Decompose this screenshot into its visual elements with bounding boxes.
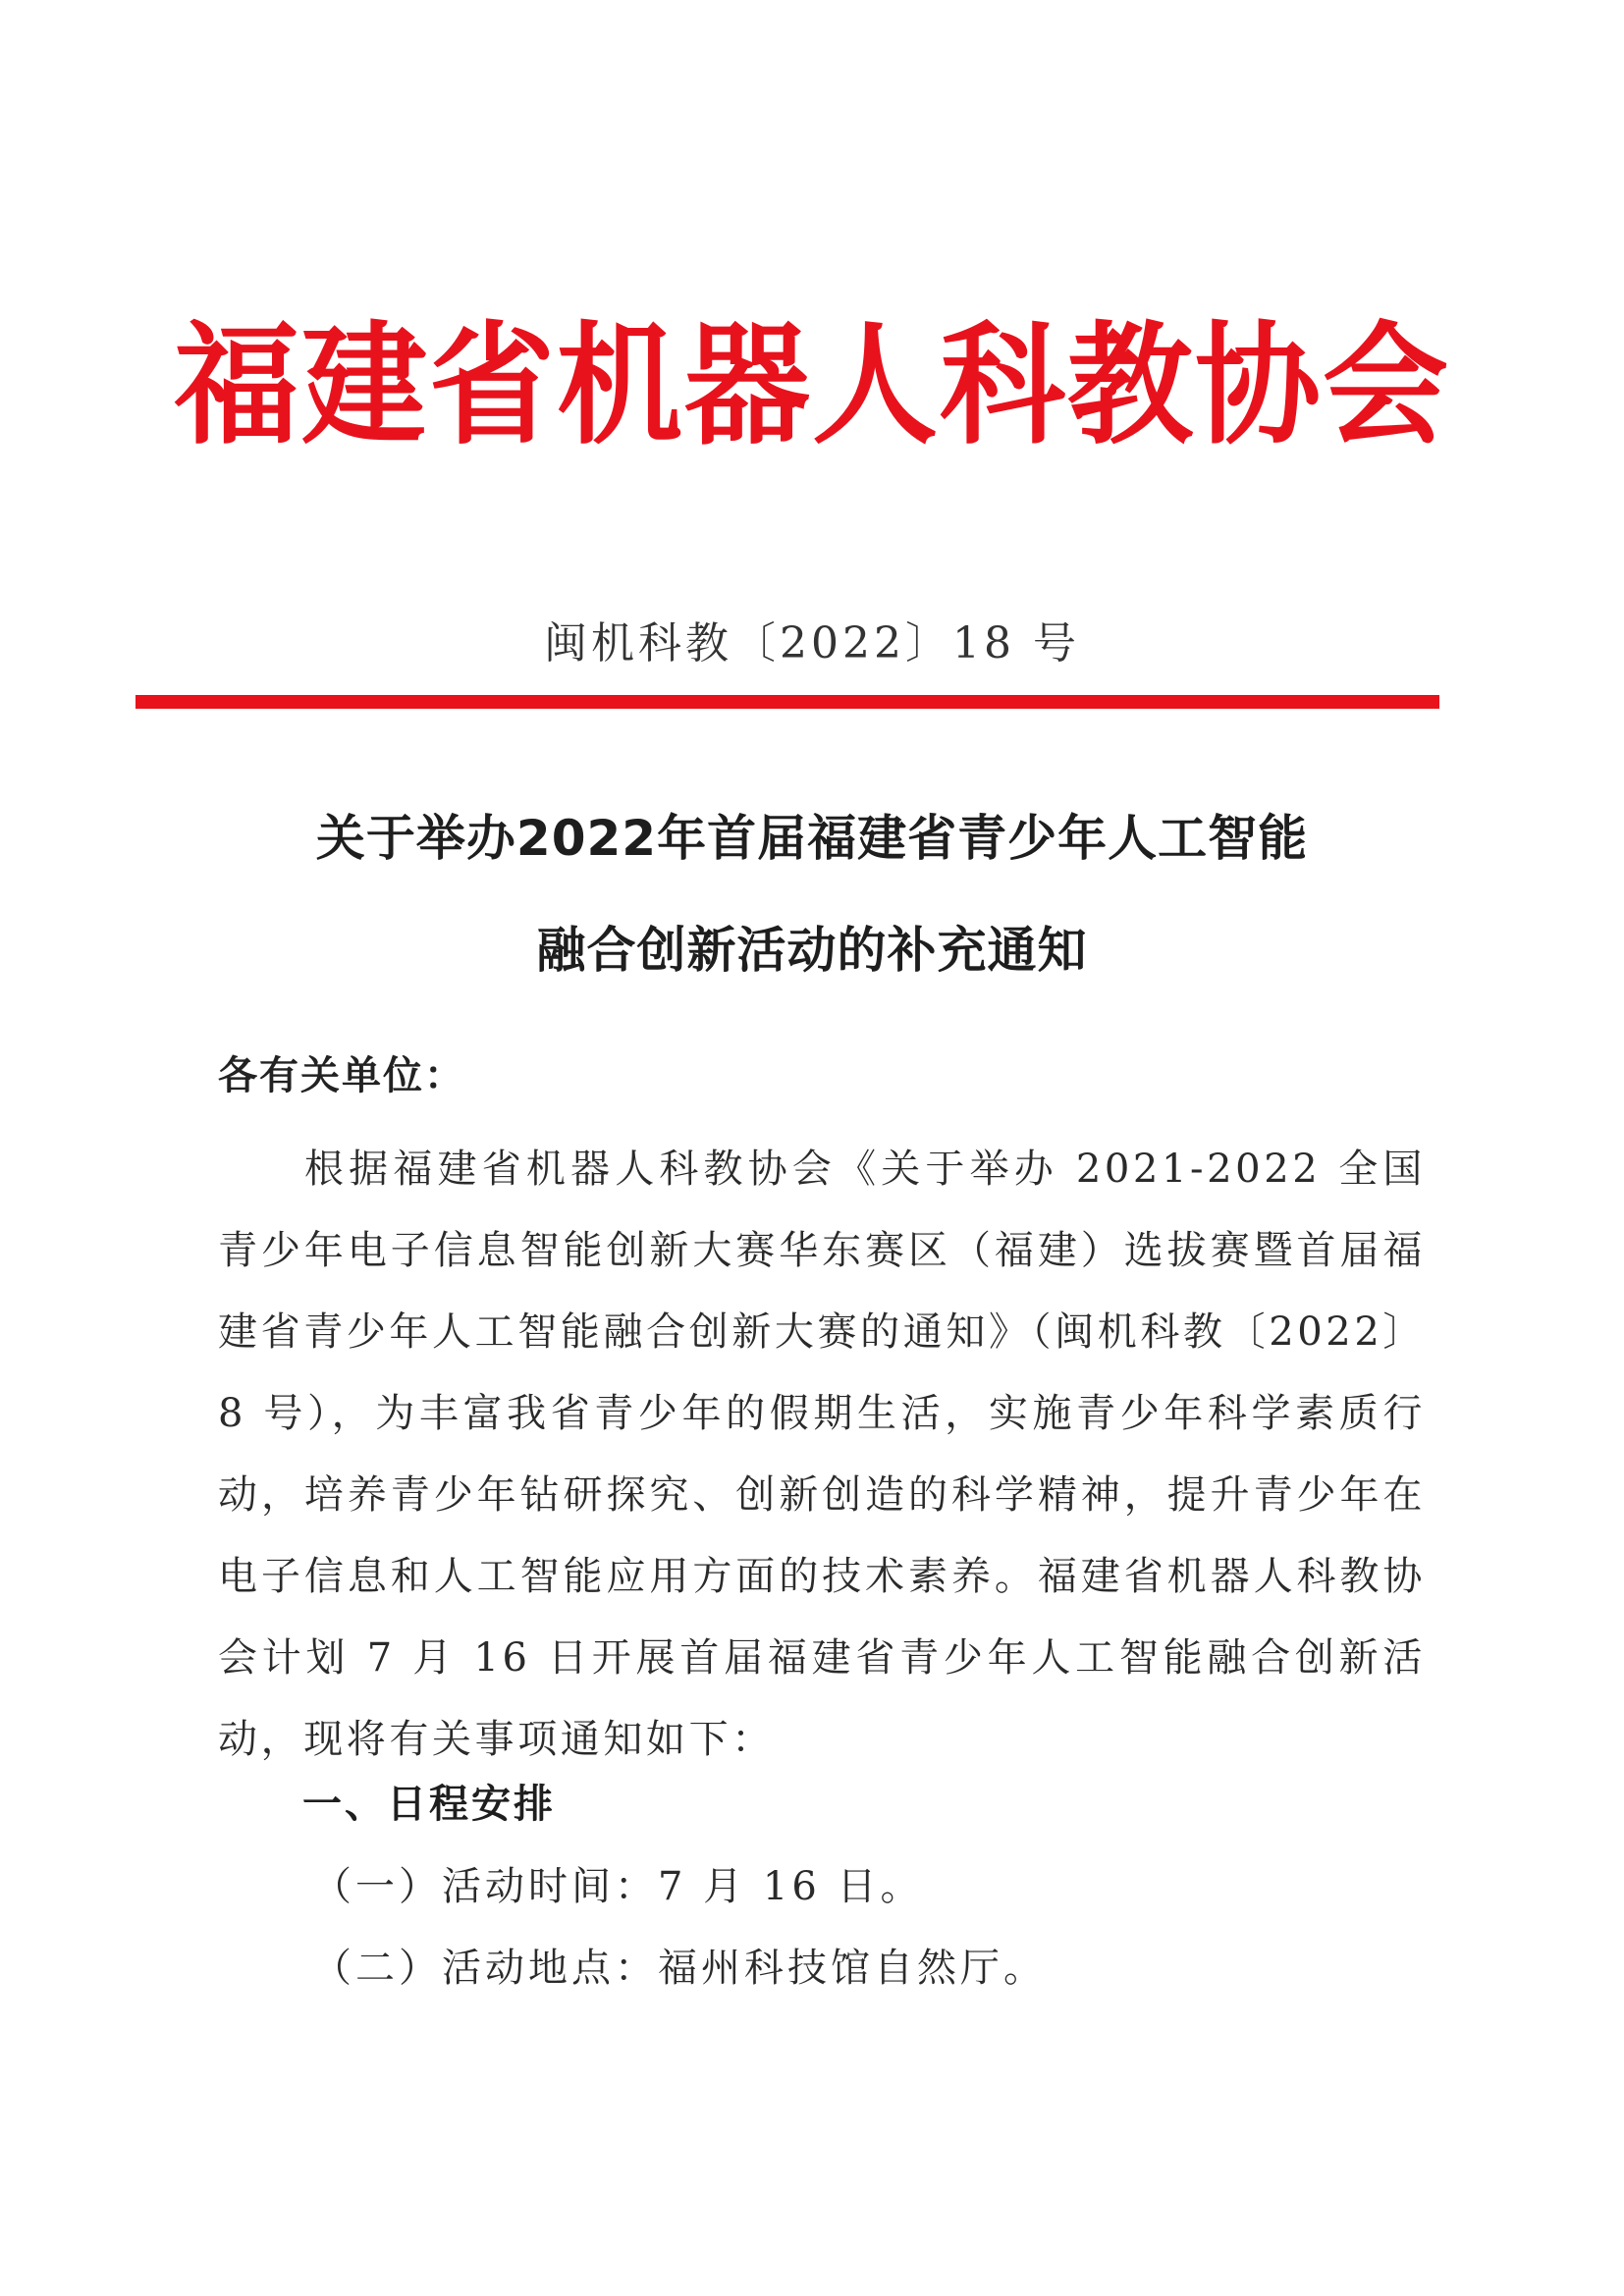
section-heading-schedule: 一、日程安排 <box>302 1782 556 1827</box>
letterhead-org-name: 福建省机器人科教协会 <box>173 308 1450 463</box>
schedule-item-location: （二）活动地点：福州科技馆自然厅。 <box>312 1946 1047 1991</box>
body-paragraph: 根据福建省机器人科教协会《关于举办 2021-2022 全国青少年电子信息智能创新大赛华东赛区（福建）选拔赛暨首届福建省青少年人工智能融合创新大赛的通知》（闽机科教〔2022〕8 号），为丰富我省青少年的假期生活，实施青少年科学素质行动，培养青少年钻研探究、创新创造的科学精神，提升青少年在电子信息和人工智能应用方面的技术素养。福建省机器人科教协会计划 7 月 16 日开展首届福建省青少年人工智能融合创新活动，现将有关事项通知如下： <box>218 1147 1426 1762</box>
red-divider-rule <box>135 695 1439 709</box>
salutation: 各有关单位： <box>218 1052 465 1098</box>
document-number: 闽机科教〔2022〕18 号 <box>544 618 1080 668</box>
document-title-line-1: 关于举办2022年首届福建省青少年人工智能 <box>315 810 1309 867</box>
schedule-item-time: （一）活动时间：7 月 16 日。 <box>312 1864 924 1909</box>
document-title-line-2: 融合创新活动的补充通知 <box>536 922 1088 979</box>
